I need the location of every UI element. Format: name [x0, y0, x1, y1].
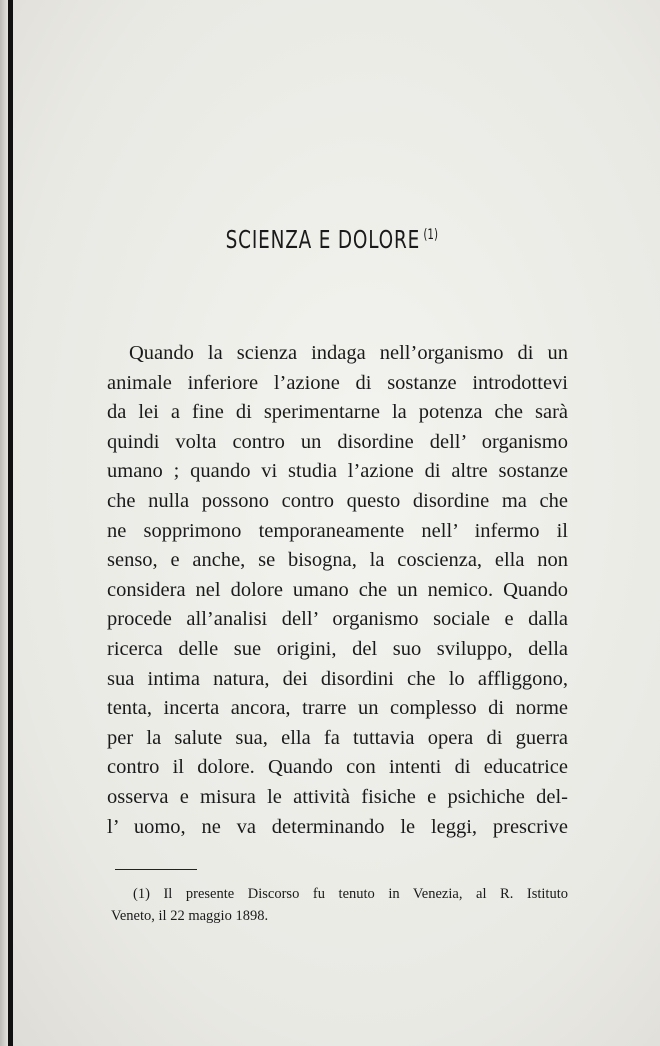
body-line: ricerca delle sue origini, del suo sviluppo, della — [107, 637, 568, 660]
body-line: ne sopprimono temporaneamente nell’ infermo il — [107, 519, 568, 542]
footnote-line: (1) Il presente Discorso fu tenuto in Venezia, al R. Istituto — [133, 886, 568, 902]
body-line: osserva e misura le attività fisiche e psichiche del- — [107, 785, 568, 808]
binding-edge — [8, 0, 13, 1046]
body-line: che nulla possono contro questo disordine ma che — [107, 489, 568, 512]
footnote-line: Veneto, il 22 maggio 1898. — [111, 908, 269, 924]
body-line: senso, e anche, se bisogna, la coscienza, ella non — [107, 549, 568, 572]
body-line: contro il dolore. Quando con intenti di educatrice — [107, 756, 568, 779]
body-line: sua intima natura, dei disordini che lo affliggono, — [107, 667, 568, 690]
body-line: tenta, incerta ancora, trarre un complesso di norme — [107, 697, 568, 720]
binding-shadow — [0, 0, 8, 1046]
body-line: quindi volta contro un disordine dell’ organismo — [107, 430, 568, 453]
body-line: umano ; quando vi studia l’azione di altre sostanze — [107, 460, 568, 483]
body-line: Quando la scienza indaga nell’organismo di un — [129, 342, 568, 364]
footnote — [111, 883, 568, 927]
body-paragraph — [107, 339, 568, 842]
body-line: l’ uomo, ne va determinando le leggi, prescrive — [107, 815, 568, 838]
chapter-title-text: SCIENZA E DOLORE — [225, 225, 421, 254]
chapter-title — [61, 225, 602, 254]
body-line: per la salute sua, ella fa tuttavia opera di guerra — [107, 726, 568, 749]
footnote-separator — [115, 869, 197, 870]
body-line: da lei a fine di sperimentarne la potenza che sarà — [107, 401, 568, 424]
body-line: animale inferiore l’azione di sostanze introdottevi — [107, 371, 568, 394]
body-line: procede all’analisi dell’ organismo sociale e dalla — [107, 608, 568, 631]
body-line: considera nel dolore umano che un nemico. Quando — [107, 578, 568, 601]
footnote-marker: (1) — [423, 226, 438, 243]
